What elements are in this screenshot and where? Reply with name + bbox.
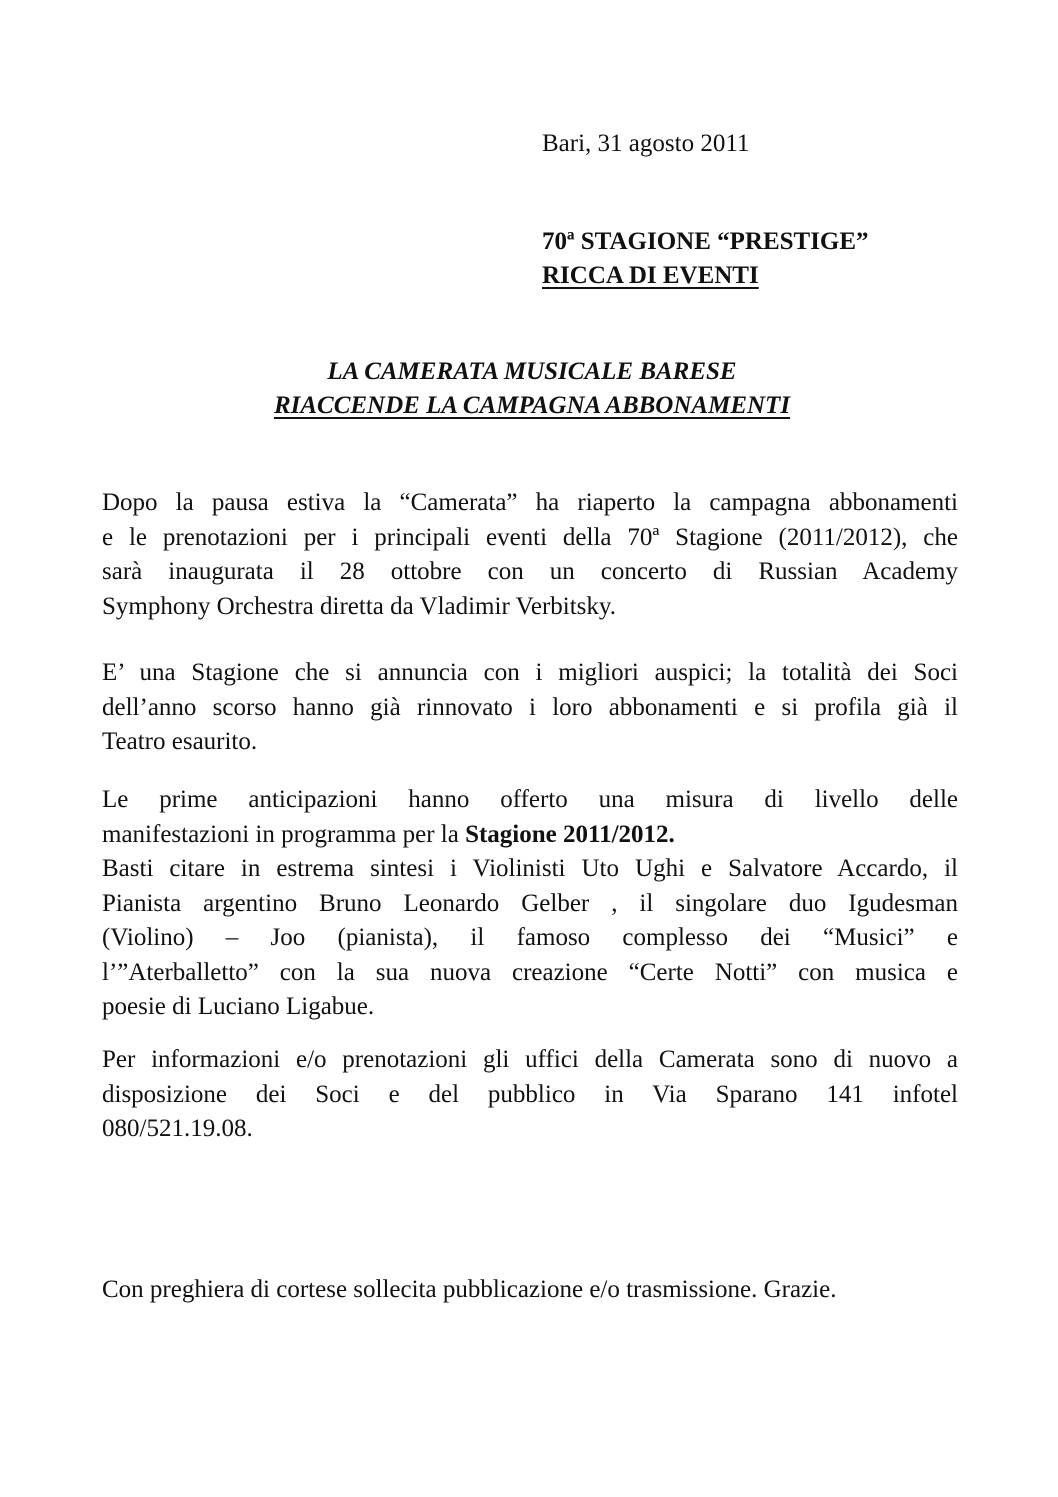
paragraph-4-line: 080/521.19.08. — [102, 1115, 253, 1142]
closing-line: Con preghiera di cortese sollecita pubblicazione e/o trasmissione. Grazie. — [102, 1276, 837, 1303]
season-heading-line1: 70ª STAGIONE “PRESTIGE” — [542, 228, 869, 255]
paragraph-2-line: E’ una Stagione che si annuncia con i migliori auspici; la totalità dei Soci — [102, 659, 958, 686]
paragraph-4-line: Per informazioni e/o prenotazioni gli uffici della Camerata sono di nuovo a — [102, 1046, 958, 1073]
headline-line1: LA CAMERATA MUSICALE BARESE — [327, 358, 737, 385]
paragraph-1 — [102, 486, 958, 624]
paragraph-2 — [102, 656, 958, 760]
paragraph-1-line: e le prenotazioni per i principali eventi della 70ª Stagione (2011/2012), che — [102, 523, 958, 551]
paragraph-1-line: sarà inaugurata il 28 ottobre con un concerto di Russian Academy — [102, 558, 958, 585]
paragraph-3-line: Le prime anticipazioni hanno offerto una misura di livello delle — [102, 786, 958, 813]
paragraph-3 — [102, 783, 958, 1025]
headline-line2: RIACCENDE LA CAMPAGNA ABBONAMENTI — [273, 392, 791, 419]
paragraph-2-line: Teatro esaurito. — [102, 728, 258, 755]
paragraph-3-line-mixed — [102, 818, 958, 853]
paragraph-3-line: Basti citare in estrema sintesi i Violinisti Uto Ughi e Salvatore Accardo, il — [102, 855, 958, 882]
season-heading-line2-text: RICCA DI EVENTI — [542, 262, 759, 289]
paragraph-4-line: disposizione dei Soci e del pubblico in Via Sparano 141 infotel — [102, 1080, 958, 1108]
paragraph-3-line: Pianista argentino Bruno Leonardo Gelber , il singolare duo Igudesman — [102, 889, 958, 917]
paragraph-1-line: Dopo la pausa estiva la “Camerata” ha riaperto la campagna abbonamenti — [102, 489, 958, 516]
date-line: Bari, 31 agosto 2011 — [542, 130, 750, 157]
season-heading — [542, 225, 869, 293]
paragraph-3-line: l’”Aterballetto” con la sua nuova creazione “Certe Notti” con musica e — [102, 958, 958, 986]
paragraph-3-line: poesie di Luciano Ligabue. — [102, 993, 375, 1020]
season-heading-line2 — [542, 259, 869, 293]
paragraph-2-line: dell’anno scorso hanno già rinnovato i loro abbonamenti e si profila già il — [102, 693, 958, 721]
headline-line2-wrap — [102, 389, 962, 423]
paragraph-4 — [102, 1043, 958, 1147]
main-headline — [102, 355, 962, 423]
paragraph-3-line: (Violino) – Joo (pianista), il famoso complesso dei “Musici” e — [102, 924, 958, 951]
paragraph-3-line2-start: manifestazioni in programma per la — [102, 820, 466, 848]
season-bold-text: Stagione 2011/2012. — [465, 820, 675, 848]
paragraph-1-line: Symphony Orchestra diretta da Vladimir Verbitsky. — [102, 592, 617, 620]
